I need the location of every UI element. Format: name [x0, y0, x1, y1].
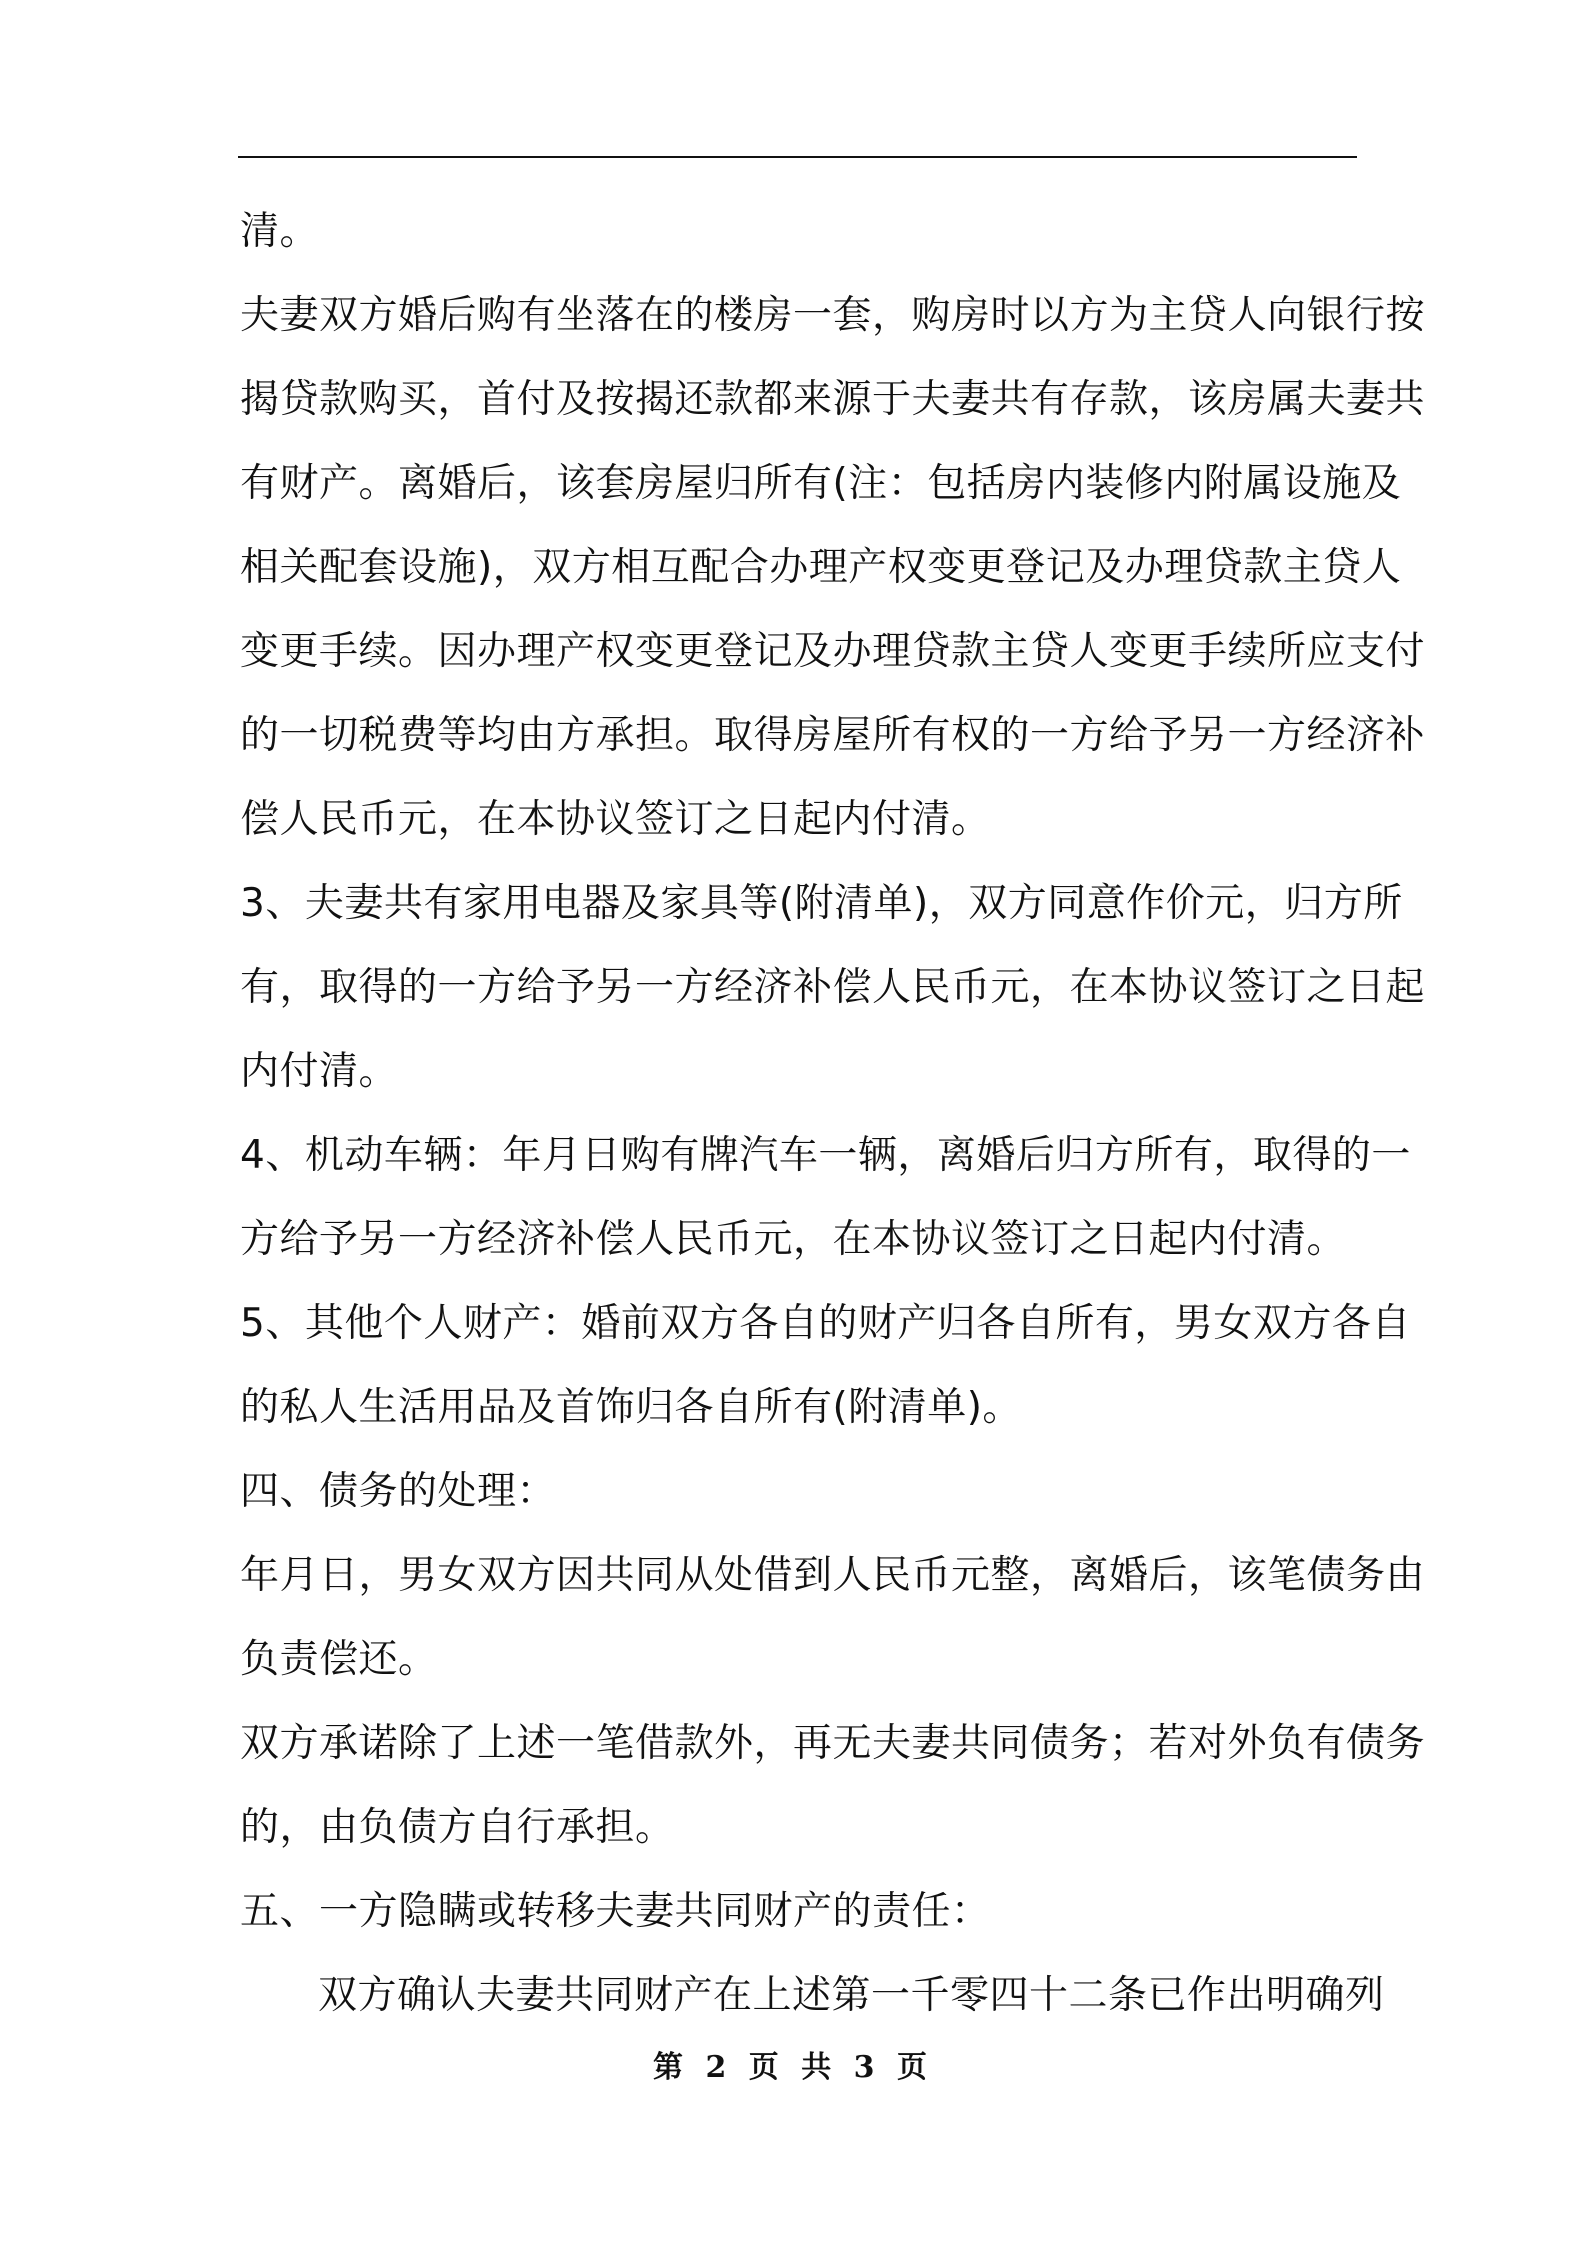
text-line: 变更手续。因办理产权变更登记及办理贷款主贷人变更手续所应支付	[240, 629, 1426, 674]
text-line: 的一切税费等均由方承担。取得房屋所有权的一方给予另一方经济补	[240, 713, 1426, 758]
text-line: 相关配套设施)，双方相互配合办理产权变更登记及办理贷款主贷人	[240, 545, 1402, 590]
text-line: 双方确认夫妻共同财产在上述第一千零四十二条已作出明确列	[318, 1973, 1385, 2018]
text-line: 有，取得的一方给予另一方经济补偿人民币元，在本协议签订之日起	[240, 965, 1426, 1010]
section-heading: 四、债务的处理：	[240, 1469, 557, 1514]
text-line: 有财产。离婚后，该套房屋归所有(注：包括房内装修内附属设施及	[240, 461, 1402, 506]
text-line: 的私人生活用品及首饰归各自所有(附清单)。	[240, 1385, 1022, 1430]
section-heading: 五、一方隐瞒或转移夫妻共同财产的责任：	[240, 1889, 991, 1934]
text-line: 清。	[240, 209, 320, 254]
text-line: 的，由负债方自行承担。	[240, 1805, 675, 1850]
text-line: 3、夫妻共有家用电器及家具等(附清单)，双方同意作价元，归方所	[240, 881, 1403, 926]
text-line: 揭贷款购买，首付及按揭还款都来源于夫妻共有存款，该房属夫妻共	[240, 377, 1426, 422]
text-line: 夫妻双方婚后购有坐落在的楼房一套，购房时以方为主贷人向银行按	[240, 293, 1426, 338]
text-line: 年月日，男女双方因共同从处借到人民币元整，离婚后，该笔债务由	[240, 1553, 1426, 1598]
text-line: 偿人民币元，在本协议签订之日起内付清。	[240, 797, 991, 842]
text-line: 负责偿还。	[240, 1637, 438, 1682]
text-line: 内付清。	[240, 1049, 399, 1094]
text-line: 5、其他个人财产：婚前双方各自的财产归各自所有，男女双方各自	[240, 1301, 1411, 1346]
header-rule	[238, 156, 1357, 158]
text-line: 4、机动车辆：年月日购有牌汽车一辆，离婚后归方所有，取得的一	[240, 1133, 1411, 1178]
text-line: 双方承诺除了上述一笔借款外，再无夫妻共同债务；若对外负有债务	[240, 1721, 1426, 1766]
page-number: 第 2 页 共 3 页	[653, 2050, 933, 2085]
document-body	[240, 190, 1426, 2038]
text-line: 方给予另一方经济补偿人民币元，在本协议签订之日起内付清。	[240, 1217, 1347, 1262]
